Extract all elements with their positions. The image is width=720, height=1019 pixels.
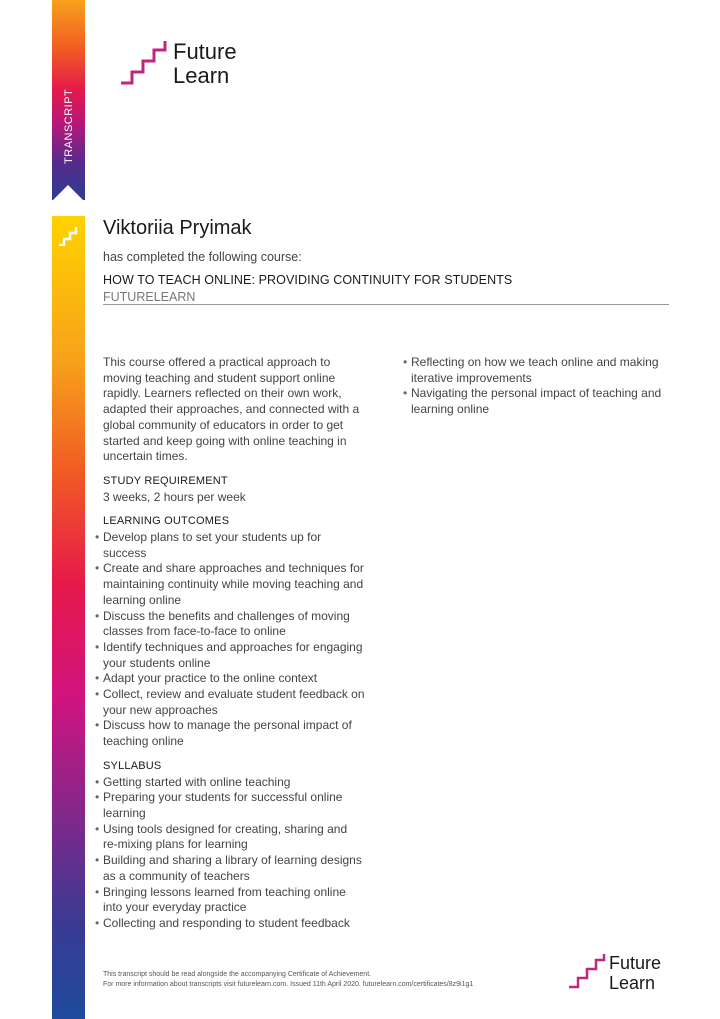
side-bar-main	[52, 216, 85, 1019]
right-column	[403, 355, 673, 418]
footer-line-2: For more information about transcripts visit futurelearn.com. Issued 11th April 2020. futurelearn.com/certificates/8z9i1g1	[103, 981, 474, 988]
learner-name: Viktoriia Pryimak	[103, 217, 252, 239]
futurelearn-logo-text-bottom	[609, 953, 661, 993]
list-item: • Identify techniques and approaches for engaging your students online	[103, 640, 365, 671]
list-item: • Adapt your practice to the online context	[103, 671, 365, 687]
list-item: • Bringing lessons learned from teaching online into your everyday practice	[103, 885, 365, 916]
syllabus-heading: SYLLABUS	[103, 759, 162, 772]
course-title: HOW TO TEACH ONLINE: PROVIDING CONTINUITY FOR STUDENTS	[103, 273, 513, 287]
logo-word-future: Future	[173, 39, 237, 64]
syllabus-list	[103, 775, 365, 932]
left-column	[103, 355, 365, 932]
logo-word-learn: Learn	[609, 973, 656, 993]
futurelearn-logo-icon	[120, 40, 168, 86]
list-item: • Getting started with online teaching	[103, 775, 365, 791]
logo-word-future: Future	[609, 953, 662, 973]
syllabus-list-continued	[403, 355, 673, 418]
list-item: • Collect, review and evaluate student feedback on your new approaches	[103, 687, 365, 718]
list-item: • Navigating the personal impact of teaching and learning online	[403, 386, 673, 417]
list-item: • Create and share approaches and techniques for maintaining continuity while moving teaching and learning online	[103, 561, 365, 608]
list-item: • Discuss how to manage the personal impact of teaching online	[103, 718, 365, 749]
divider	[103, 304, 669, 305]
side-bar-notch	[52, 185, 84, 201]
logo-word-learn: Learn	[173, 63, 230, 88]
futurelearn-logo-text	[173, 40, 237, 88]
list-item: • Building and sharing a library of learning designs as a community of teachers	[103, 853, 365, 884]
transcript-label: TRANSCRIPT	[63, 88, 75, 164]
course-description: This course offered a practical approach to moving teaching and student support online rapidly. Learners reflected on their own work, adapted their approaches, and connected with a global community of educators in order to get started and keep going with online teaching in uncertain times.	[103, 355, 360, 464]
list-item: • Discuss the benefits and challenges of moving classes from face-to-face to online	[103, 609, 365, 640]
footer-note	[103, 970, 473, 990]
list-item: • Preparing your students for successful online learning	[103, 790, 365, 821]
futurelearn-logo-icon-bottom	[568, 953, 606, 989]
study-requirement-heading: STUDY REQUIREMENT	[103, 474, 228, 487]
list-item: • Using tools designed for creating, sharing and re-mixing plans for learning	[103, 822, 365, 853]
list-item: • Collecting and responding to student feedback	[103, 916, 365, 932]
list-item: • Develop plans to set your students up for success	[103, 530, 365, 561]
learning-outcomes-heading: LEARNING OUTCOMES	[103, 515, 230, 528]
footer-line-1: This transcript should be read alongside the accompanying Certificate of Achievement.	[103, 971, 372, 978]
list-item: • Reflecting on how we teach online and making iterative improvements	[403, 355, 673, 386]
completed-text: has completed the following course:	[103, 250, 302, 264]
study-requirement-value: 3 weeks, 2 hours per week	[103, 489, 246, 504]
steps-icon-small	[58, 226, 80, 246]
course-provider: FUTURELEARN	[103, 290, 196, 304]
learning-outcomes-list	[103, 530, 365, 750]
